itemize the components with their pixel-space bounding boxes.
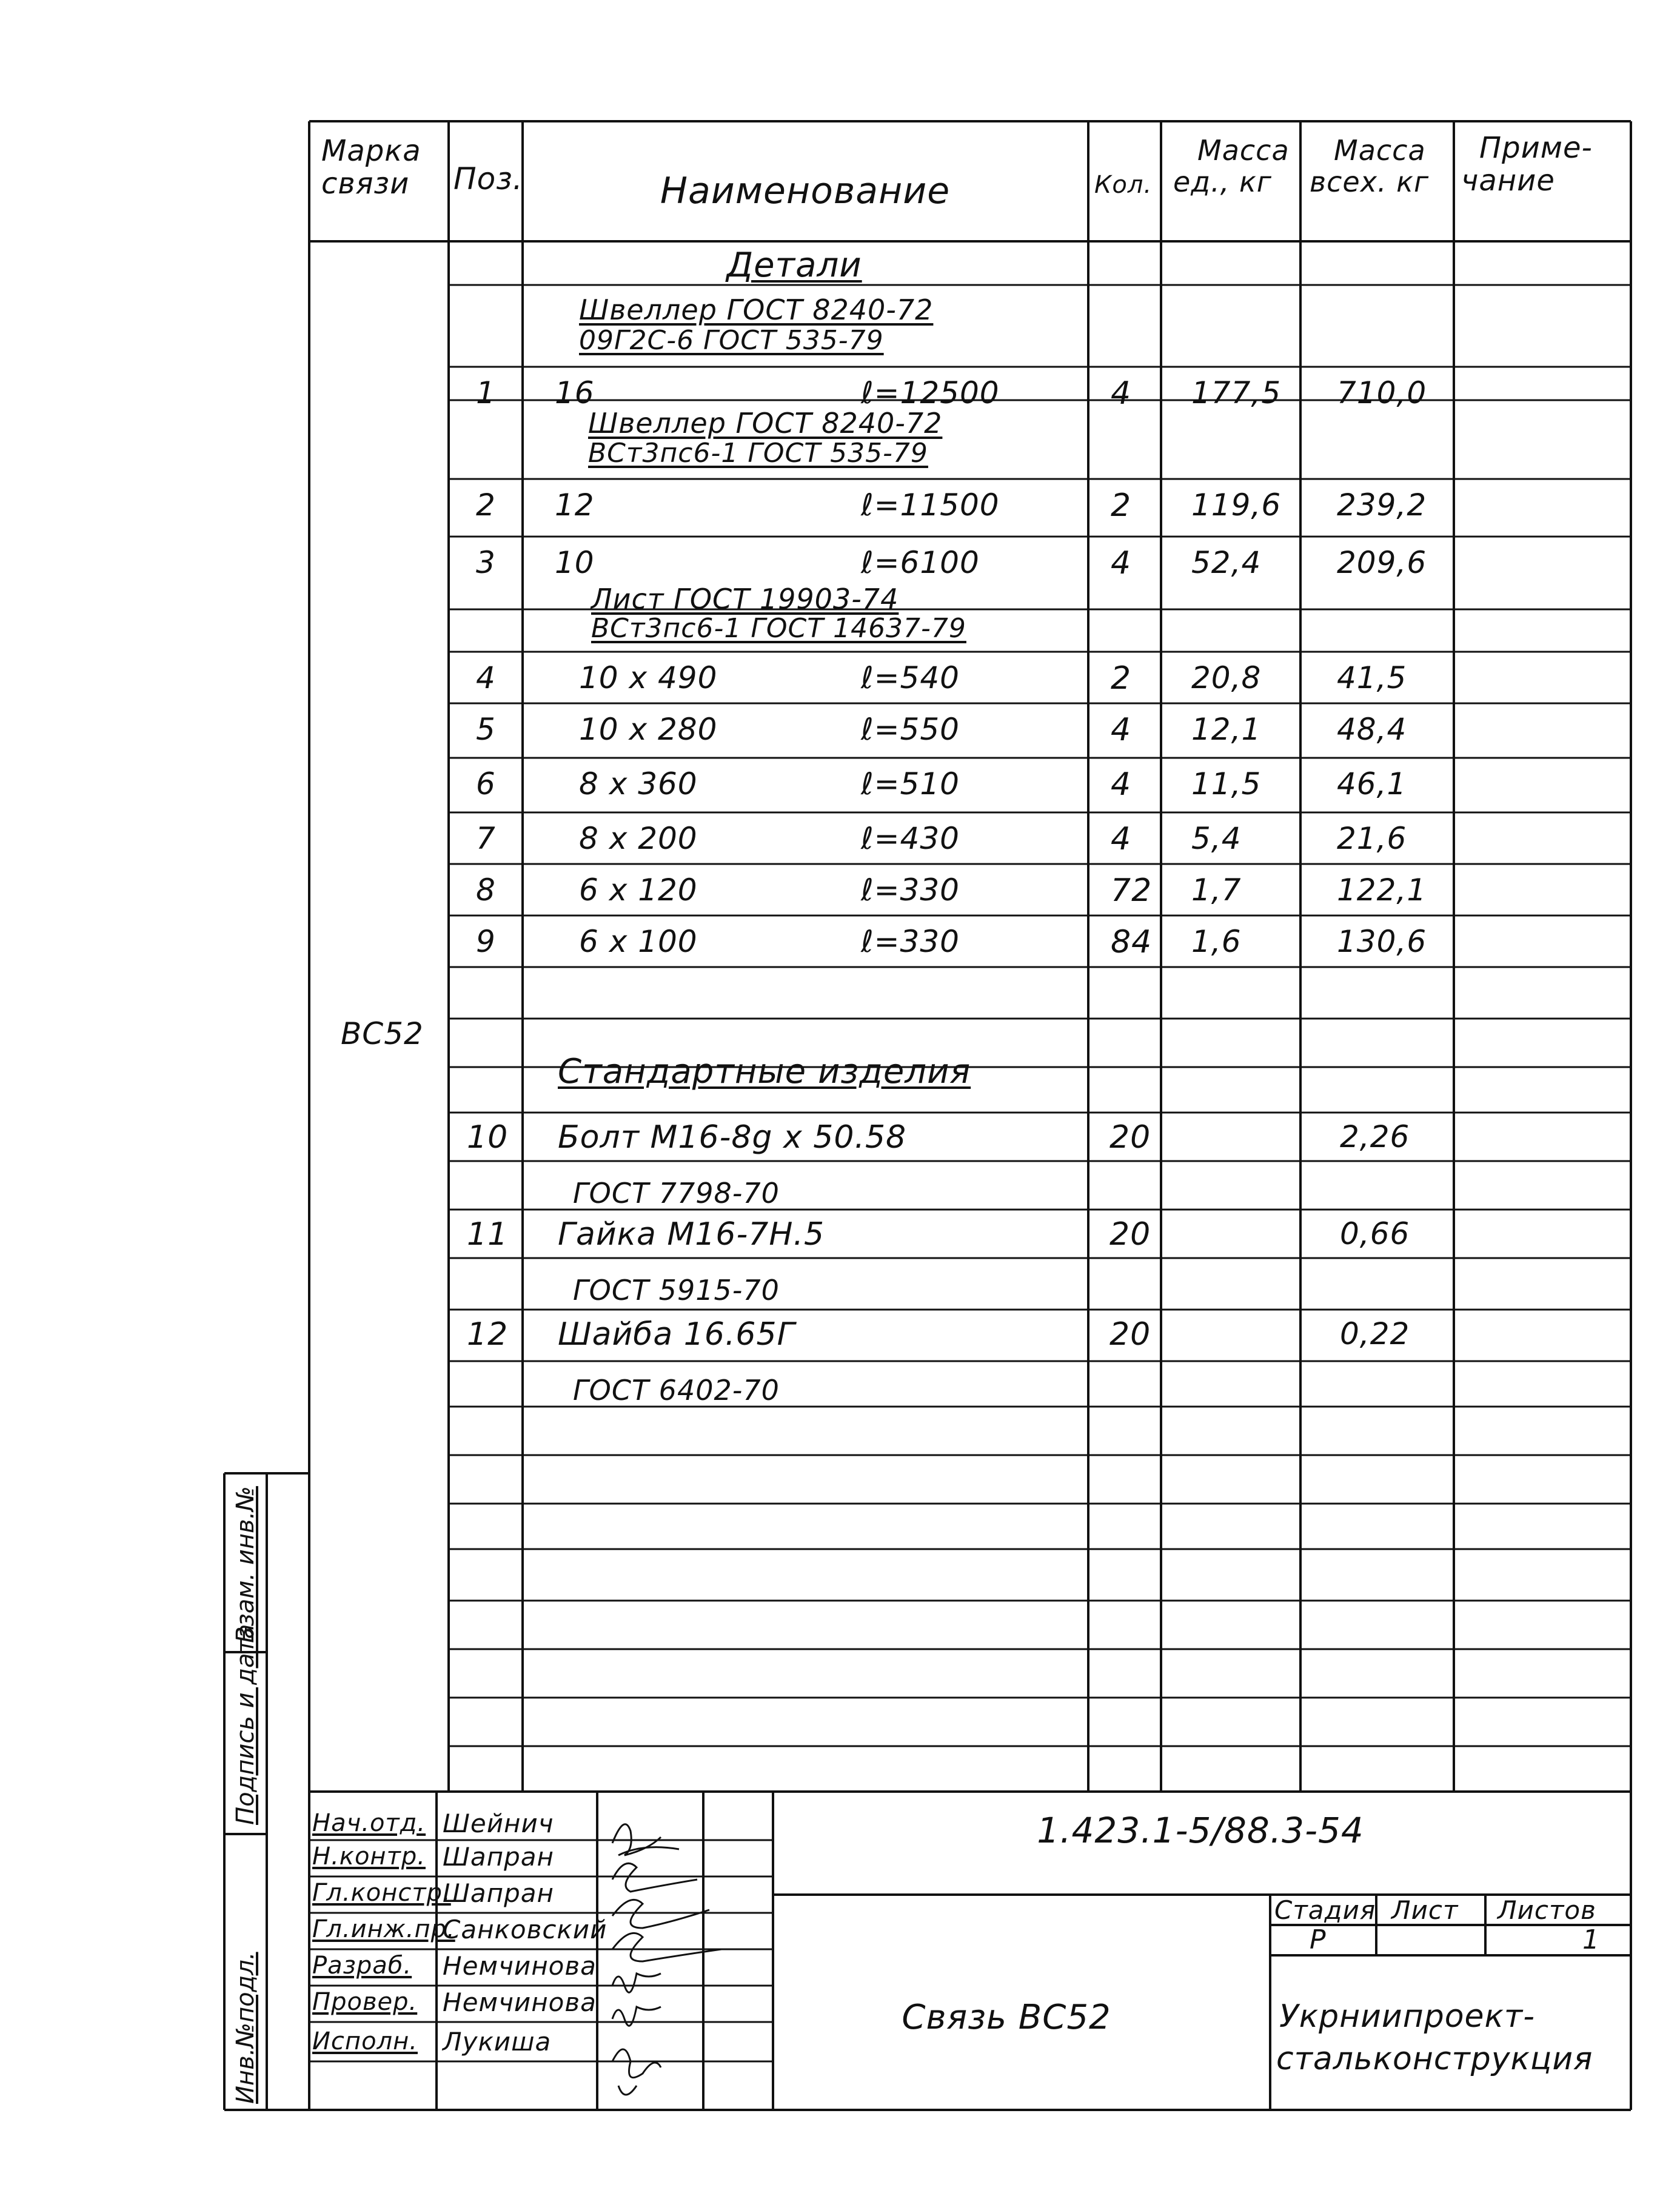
row-mass-unit: 119,6 <box>1191 487 1282 523</box>
side-label-replace: Взам. инв.№ <box>232 1486 259 1643</box>
std-pos: 12 <box>467 1316 509 1353</box>
row-mass-unit: 177,5 <box>1191 375 1282 410</box>
std-name: Шайба 16.65Г <box>558 1316 795 1353</box>
row-qty: 4 <box>1111 545 1132 581</box>
row-name: 8 x 360 <box>579 766 698 802</box>
group1-line2: 09Г2С-6 ГОСТ 535-79 <box>579 325 884 356</box>
row-pos: 1 <box>476 375 496 410</box>
row-mass-total: 209,6 <box>1337 545 1427 580</box>
header-mass-unit: Масса ед., кг <box>1173 134 1290 198</box>
row-length: ℓ=11500 <box>861 487 1000 523</box>
std-qty: 20 <box>1109 1216 1151 1253</box>
group2-line1: Швеллер ГОСТ 8240-72 <box>588 407 943 440</box>
doc-title: Связь ВС52 <box>902 1998 1111 2037</box>
row-mass-total: 21,6 <box>1337 821 1407 856</box>
row-mass-total: 41,5 <box>1337 660 1407 695</box>
row-name: 6 x 120 <box>579 872 698 908</box>
std-qty: 20 <box>1109 1119 1151 1156</box>
row-name: 10 x 280 <box>579 712 718 747</box>
row-mass-total: 46,1 <box>1337 766 1407 802</box>
section-standard: Стандартные изделия <box>558 1052 971 1091</box>
std-mass-total: 2,26 <box>1340 1119 1410 1154</box>
tb-role: Исполн. <box>312 2027 418 2055</box>
row-name: 16 <box>555 375 595 410</box>
sheets-value: 1 <box>1582 1924 1600 1955</box>
row-length: ℓ=6100 <box>861 545 980 580</box>
row-mass-total: 239,2 <box>1337 487 1427 523</box>
row-qty: 4 <box>1111 821 1132 857</box>
row-name: 6 x 100 <box>579 924 698 959</box>
row-length: ℓ=540 <box>861 660 960 695</box>
row-qty: 4 <box>1111 766 1132 803</box>
row-qty: 4 <box>1111 375 1132 412</box>
sheets-header: Листов <box>1498 1895 1596 1925</box>
row-qty: 2 <box>1111 660 1132 697</box>
row-name: 10 <box>555 545 595 580</box>
tb-name: Шапран <box>443 1842 554 1872</box>
row-mass-total: 130,6 <box>1337 924 1427 959</box>
row-name: 8 x 200 <box>579 821 698 856</box>
stage-value: Р <box>1310 1924 1327 1955</box>
row-pos: 3 <box>476 545 496 580</box>
row-length: ℓ=510 <box>861 766 960 802</box>
row-pos: 5 <box>476 712 496 747</box>
std-pos: 10 <box>467 1119 509 1156</box>
side-label-inv: Инв.№подл. <box>232 1952 259 2104</box>
tb-role: Нач.отд. <box>312 1809 426 1837</box>
doc-number: 1.423.1-5/88.3-54 <box>1037 1810 1364 1851</box>
tb-name: Немчинова <box>443 1951 597 1981</box>
tb-role: Н.контр. <box>312 1843 426 1870</box>
row-mass-unit: 1,6 <box>1191 924 1242 959</box>
header-marka: Марка связи <box>321 134 421 201</box>
row-mass-unit: 11,5 <box>1191 766 1262 802</box>
row-length: ℓ=330 <box>861 872 960 908</box>
group3-line2: ВСт3пс6-1 ГОСТ 14637-79 <box>591 613 966 644</box>
row-pos: 9 <box>476 924 496 959</box>
std-standard: ГОСТ 7798-70 <box>573 1177 780 1210</box>
row-length: ℓ=430 <box>861 821 960 856</box>
section-details: Детали <box>726 246 862 285</box>
org-line1: Укрниипроект- <box>1279 1998 1535 2035</box>
tb-role: Гл.констр. <box>312 1879 451 1907</box>
row-pos: 7 <box>476 821 496 856</box>
std-pos: 11 <box>467 1216 509 1253</box>
row-mass-total: 710,0 <box>1337 375 1427 410</box>
row-mass-unit: 52,4 <box>1191 545 1262 580</box>
tb-name: Шапран <box>443 1878 554 1908</box>
sheet-header: Лист <box>1391 1895 1459 1925</box>
row-mass-total: 122,1 <box>1337 872 1427 908</box>
stage-header: Стадия <box>1274 1895 1376 1925</box>
side-label-sign: Подпись и дата <box>232 1624 259 1825</box>
row-qty: 84 <box>1111 924 1153 960</box>
std-mass-total: 0,66 <box>1340 1216 1410 1251</box>
std-standard: ГОСТ 5915-70 <box>573 1274 780 1307</box>
group3-line1: Лист ГОСТ 19903-74 <box>591 583 899 615</box>
row-mass-total: 48,4 <box>1337 712 1407 747</box>
row-mass-unit: 1,7 <box>1191 872 1242 908</box>
row-name: 10 x 490 <box>579 660 718 695</box>
std-qty: 20 <box>1109 1316 1151 1353</box>
row-mass-unit: 5,4 <box>1191 821 1242 856</box>
group1-line1: Швеллер ГОСТ 8240-72 <box>579 293 934 326</box>
row-mass-unit: 12,1 <box>1191 712 1262 747</box>
row-length: ℓ=550 <box>861 712 960 747</box>
tb-name: Санковский <box>443 1915 607 1944</box>
std-standard: ГОСТ 6402-70 <box>573 1374 780 1407</box>
row-mass-unit: 20,8 <box>1191 660 1262 695</box>
header-qty: Кол. <box>1094 171 1153 199</box>
row-length: ℓ=12500 <box>861 375 1000 410</box>
std-mass-total: 0,22 <box>1340 1316 1410 1351</box>
row-name: 12 <box>555 487 595 523</box>
row-pos: 4 <box>476 660 496 695</box>
row-qty: 2 <box>1111 487 1132 524</box>
std-name: Болт М16-8g x 50.58 <box>558 1119 907 1156</box>
tb-name: Лукиша <box>443 2027 552 2057</box>
row-length: ℓ=330 <box>861 924 960 959</box>
row-pos: 8 <box>476 872 496 908</box>
row-pos: 6 <box>476 766 496 802</box>
tb-name: Немчинова <box>443 1987 597 2017</box>
org-line2: стальконструкция <box>1276 2041 1593 2077</box>
row-qty: 4 <box>1111 712 1132 748</box>
header-mass-total: Масса всех. кг <box>1310 134 1430 198</box>
header-poz: Поз. <box>453 161 523 196</box>
tb-role: Гл.инж.пр. <box>312 1915 455 1943</box>
tb-name: Шейнич <box>443 1809 554 1838</box>
std-name: Гайка М16-7Н.5 <box>558 1216 825 1253</box>
row-qty: 72 <box>1111 872 1153 909</box>
tb-role: Разраб. <box>312 1952 412 1980</box>
header-note: Приме- чание <box>1461 131 1593 198</box>
tb-role: Провер. <box>312 1988 418 2016</box>
marka-value: ВС52 <box>341 1016 424 1051</box>
row-pos: 2 <box>476 487 496 523</box>
header-name: Наименование <box>660 170 951 212</box>
group2-line2: ВСт3пс6-1 ГОСТ 535-79 <box>588 438 928 469</box>
